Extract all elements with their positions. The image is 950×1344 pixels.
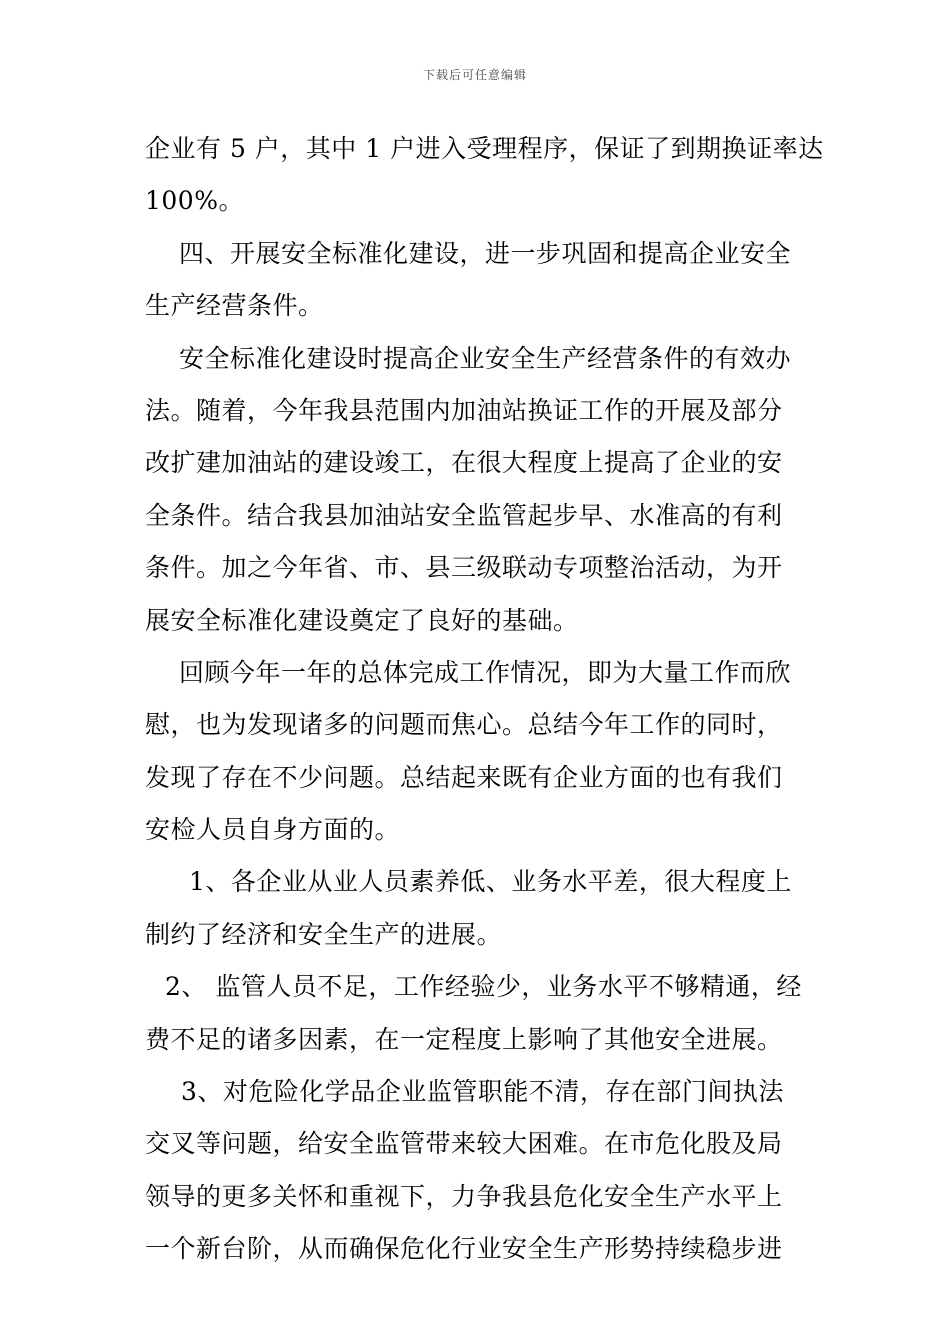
text-line: 展安全标准化建设奠定了良好的基础。 xyxy=(145,605,579,635)
section-heading-line: 生产经营条件。 xyxy=(145,291,324,321)
list-item-line: 费不足的诸多因素，在一定程度上影响了其他安全进展。 xyxy=(145,1024,783,1054)
text-line: 安检人员自身方面的。 xyxy=(145,815,401,845)
text-line: 企业有 5 户，其中 1 户进入受理程序，保证了到期换证率达 xyxy=(145,134,824,163)
list-item-line: 交叉等问题，给安全监管带来较大困难。在市危化股及局 xyxy=(145,1129,783,1159)
section-heading-line: 四、开展安全标准化建设，进一步巩固和提高企业安全 xyxy=(179,238,792,268)
text-line: 100%。 xyxy=(145,186,244,216)
list-item-line: 3、对危险化学品企业监管职能不清，存在部门间执法 xyxy=(181,1077,784,1107)
list-item-line: 1、各企业从业人员素养低、业务水平差，很大程度上 xyxy=(189,867,792,897)
list-item-line: 领导的更多关怀和重视下，力争我县危化安全生产水平上 xyxy=(145,1181,783,1211)
text-line: 回顾今年一年的总体完成工作情况，即为大量工作而欣 xyxy=(179,657,792,687)
text-line: 条件。加之今年省、市、县三级联动专项整治活动，为开 xyxy=(145,553,783,583)
list-item-line: 一个新台阶，从而确保危化行业安全生产形势持续稳步进 xyxy=(145,1234,783,1264)
list-item-line: 2、 监管人员不足，工作经验少，业务水平不够精通，经 xyxy=(165,972,802,1002)
list-item-line: 制约了经济和安全生产的进展。 xyxy=(145,919,503,949)
text-line: 全条件。结合我县加油站安全监管起步早、水准高的有利 xyxy=(145,500,783,530)
text-line: 慰，也为发现诸多的问题而焦心。总结今年工作的同时， xyxy=(145,710,783,740)
text-line: 发现了存在不少问题。总结起来既有企业方面的也有我们 xyxy=(145,762,783,792)
text-line: 安全标准化建设时提高企业安全生产经营条件的有效办 xyxy=(179,343,792,373)
document-body xyxy=(145,123,824,1276)
text-line: 改扩建加油站的建设竣工，在很大程度上提高了企业的安 xyxy=(145,448,783,478)
text-line: 法。随着，今年我县范围内加油站换证工作的开展及部分 xyxy=(145,395,783,425)
page-header: 下载后可任意编辑 xyxy=(422,68,527,82)
